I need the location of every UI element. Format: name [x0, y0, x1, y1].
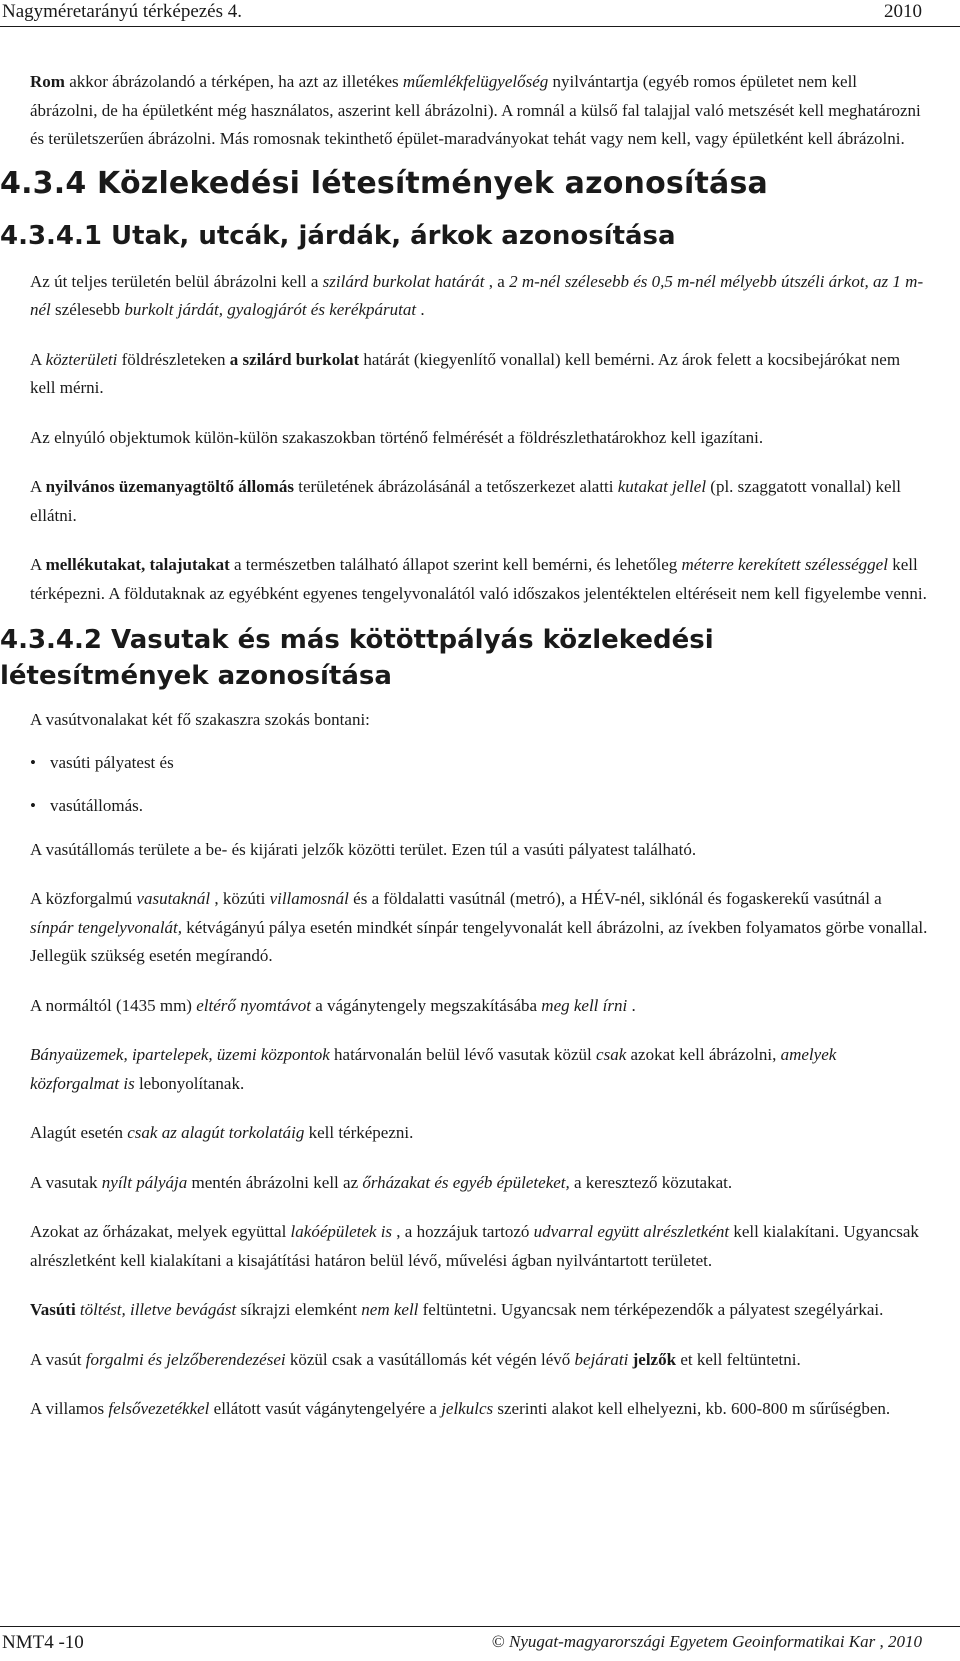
paragraph-rom: Rom akkor ábrázolandó a térképen, ha azt az illetékes műemlékfelügyelőség nyilvántartja (egyéb romos épületet nem kell ábrázolni, de ha épületként még használatos, aszerint kell ábrázolni). A romnál a külső fal talajjal való metszését kell meghatározni és területszerűen ábrázolni. Más romosnak tekinthető épület-maradványokat tehát vagy nem kell, vagy épületként kell ábrázolni.: [30, 72, 921, 148]
paragraph-forgalmi: A vasút forgalmi és jelzőberendezései közül csak a vasútállomás két végén lévő bejárati jelzők et kell feltüntetni.: [30, 1349, 801, 1369]
paragraph-kozteruleti: A közterületi földrészleteken a szilárd burkolat határát (kiegyenlítő vonallal) kell bemérni. Az árok felett a kocsibejárókat nem kell mérni.: [30, 349, 905, 397]
paragraph-elnyulo: Az elnyúló objektumok külön-külön szakaszokban történő felmérését a földrészlethatárokhoz kell igazítani.: [30, 427, 764, 447]
list-item: • vasútállomás.: [30, 792, 928, 820]
paragraph-normaltol: A normáltól (1435 mm) eltérő nyomtávot a vágánytengely megszakításába meg kell írni .: [30, 995, 636, 1015]
paragraph-mellekutak: A mellékutakat, talajutakat a természetben található állapot szerint kell bemérni, és lehetőleg méterre kerekített szélességgel kell térképezni. A földutaknak az egyébként egyenes tengelyvonalától való időszakos jelentéktelen eltéréseit nem kell figyelembe venni.: [30, 555, 927, 603]
header-title: Nagyméretarányú térképezés 4.: [2, 1, 243, 22]
section-heading-4-3-4: 4.3.4 Közlekedési létesítmények azonosítása: [0, 165, 768, 201]
paragraph-vasutvonal: A vasútvonalakat két fő szakaszra szokás bontani:: [30, 710, 370, 729]
page-footer: [0, 1626, 960, 1661]
paragraph-banyauzemek: Bányaüzemek, ipartelepek, üzemi központok határvonalán belül lévő vasutak közül csak azokat kell ábrázolni, amelyek közforgalmat is lebonyolítanak.: [30, 1045, 841, 1093]
bullet-icon: •: [30, 752, 36, 772]
document-body: [0, 68, 932, 1445]
paragraph-toltes: Vasúti töltést, illetve bevágást síkrajzi elemként nem kell feltüntetni. Ugyancsak nem térképezendők a pályatest szegélyárkai.: [30, 1300, 884, 1319]
paragraph-villamos: A villamos felsővezetékkel ellátott vasút vágánytengelyére a jelkulcs szerinti alakot kell elhelyezni, kb. 600-800 m sűrűségben.: [30, 1399, 891, 1418]
bullet-icon: •: [30, 795, 36, 815]
running-header: [0, 0, 960, 27]
paragraph-vasutallomas: A vasútállomás területe a be- és kijárati jelzők közötti terület. Ezen túl a vasúti pályatest található.: [30, 839, 697, 859]
bullet-list: [30, 749, 928, 820]
paragraph-orhazak: Azokat az őrházakat, melyek együttal lakóépületek is , a hozzájuk tartozó udvarral együtt alrészletként kell kialakítani. Ugyancsak alrészletként kell kialakítani a kisajátítási határon belül lévő, művelési ágban nyilvántartott területet.: [30, 1222, 924, 1270]
page-number: NMT4 -10: [2, 1632, 84, 1653]
list-item: • vasúti pályatest és: [30, 749, 928, 777]
footer-publisher: © Nyugat-magyarországi Egyetem Geoinformatikai Kar , 2010: [491, 1632, 922, 1651]
header-year: 2010: [884, 1, 922, 22]
paragraph-kozforgalmu: A közforgalmú vasutaknál , közúti villamosnál és a földalatti vasútnál (metró), a HÉV-nél, siklónál és fogaskerekű vasútnál a sínpár tengelyvonalát, kétvágányú pálya esetén mindkét sínpár tengelyvonalát kell ábrázolni, az ívekben folyamatos görbe vonallal. Jellegük szükség esetén megírandó.: [30, 889, 932, 965]
paragraph-utak: Az út teljes területén belül ábrázolni kell a szilárd burkolat határát , a 2 m-nél szélesebb és 0,5 m-nél mélyebb útszéli árkot, az 1 m-nél szélesebb burkolt járdát, gyalogjárót és kerékpárutat .: [30, 271, 924, 319]
term-rom: Rom: [30, 72, 65, 91]
section-heading-4-3-4-1: 4.3.4.1 Utak, utcák, járdák, árkok azonosítása: [0, 220, 676, 251]
section-heading-4-3-4-2: 4.3.4.2 Vasutak és más kötöttpályás közlekedési létesítmények azonosítása: [0, 625, 714, 691]
paragraph-alagut: Alagút esetén csak az alagút torkolatáig kell térképezni.: [30, 1123, 414, 1142]
copyright-icon: ©: [491, 1632, 505, 1651]
paragraph-nyilt-palya: A vasutak nyílt pályája mentén ábrázolni kell az őrházakat és egyéb épületeket, a keresztező közutakat.: [30, 1172, 733, 1192]
paragraph-uzemanyagtolto: A nyilvános üzemanyagtöltő állomás területének ábrázolásánál a tetőszerkezet alatti kutakat jellel (pl. szaggatott vonallal) kell ellátni.: [30, 477, 906, 525]
